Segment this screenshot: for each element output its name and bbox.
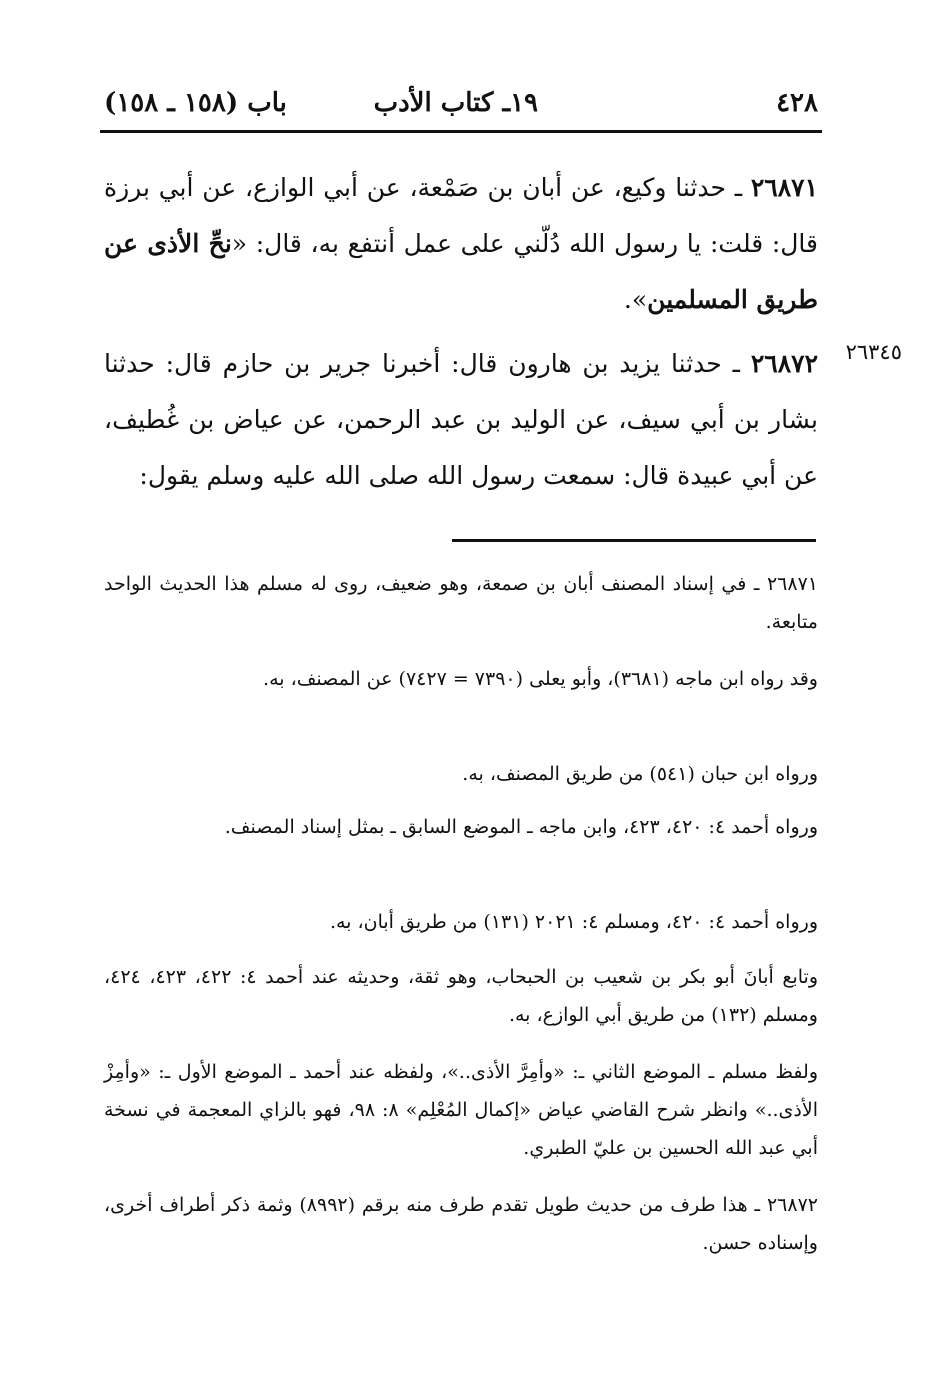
hadith-number: ٢٦٨٧١ bbox=[750, 173, 818, 202]
footnote-divider bbox=[452, 539, 816, 542]
footnote: ورواه أحمد ٤: ٤٢٠، ومسلم ٤: ٢٠٢١ (١٣١) من طريق أبان، به. bbox=[329, 911, 818, 933]
hadith-text: ـ حدثنا يزيد بن هارون قال: أخبرنا جرير بن حازم قال: حدثنا بشار بن أبي سيف، عن الوليد بن عبد الرحمن، عن عياض بن غُطيف، عن أبي عبيدة قال: سمعت رسول الله صلى الله عليه وسلم يقول: bbox=[104, 349, 818, 490]
hadith-paragraph-1 bbox=[104, 160, 844, 328]
footnote: وتابع أبانَ أبو بكر بن شعيب بن الحبحاب، وهو ثقة، وحديثه عند أحمد ٤: ٤٢٢، ٤٢٣، ٤٢٤، ومسلم (١٣٢) من طريق أبي الوازع، به. bbox=[104, 966, 818, 1026]
footnote: ورواه ابن حبان (٥٤١) من طريق المصنف، به. bbox=[462, 763, 818, 785]
footnote: ورواه أحمد ٤: ٤٢٠، ٤٢٣، وابن ماجه ـ الموضع السابق ـ بمثل إسناد المصنف. bbox=[224, 816, 818, 838]
page-number: ٤٢٨ bbox=[776, 88, 818, 118]
footnote: ولفظ مسلم ـ الموضع الثاني ـ: «وأمِرَّ الأذى..»، ولفظه عند أحمد ـ الموضع الأول ـ: «وأمِزْ الأذى..» وانظر شرح القاضي عياض «إكمال المُعْلِم» ٨: ٩٨، فهو بالزاي المعجمة في نسخة أبي عبد الله الحسين بن عليّ الطبري. bbox=[104, 1061, 818, 1159]
book-title: ١٩ـ كتاب الأدب bbox=[373, 88, 538, 118]
hadith-matn-bold: نحِّ الأذى عن طريق المسلمين bbox=[104, 229, 818, 314]
footnote: ٢٦٨٧١ ـ في إسناد المصنف أبان بن صمعة، وهو ضعيف، روى له مسلم هذا الحديث الواحد متابعة. bbox=[104, 573, 818, 633]
hadith-paragraph-2 bbox=[104, 336, 844, 504]
hadith-text-end: ». bbox=[623, 285, 648, 314]
page-header bbox=[100, 82, 822, 128]
hadith-number: ٢٦٨٧٢ bbox=[750, 349, 818, 378]
hadith-text: ـ حدثنا وكيع، عن أبان بن صَمْعة، عن أبي الوازع، عن أبي برزة قال: قلت: يا رسول الله دُلّني على عمل أنتفع به، قال: « bbox=[104, 173, 818, 258]
header-divider bbox=[100, 130, 822, 133]
margin-reference-number: ٢٦٣٤٥ bbox=[845, 340, 902, 364]
footnote: ٢٦٨٧٢ ـ هذا طرف من حديث طويل تقدم طرف منه برقم (٨٩٩٢) وثمة ذكر أطراف أخرى، وإسناده حسن. bbox=[104, 1194, 818, 1254]
footnote: وقد رواه ابن ماجه (٣٦٨١)، وأبو يعلى (٧٣٩٠ = ٧٤٢٧) عن المصنف، به. bbox=[263, 668, 818, 690]
chapter-title: باب (١٥٨ ـ ١٥٨) bbox=[104, 88, 287, 118]
